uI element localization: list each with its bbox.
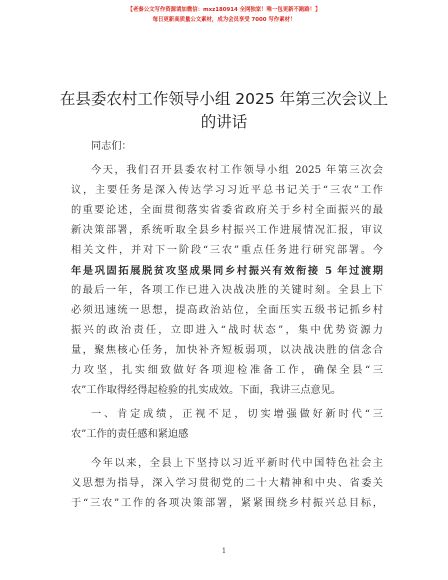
body-line: 于“三农”工作的各项决策部署，紧紧围绕乡村振兴总目标， (71, 498, 383, 509)
body-line: 必须迅速统一思想，提高政治站位，全面压实五级书记抓乡村 (71, 305, 383, 316)
promo-banner-line2: 每日更新高质量公文素材，成为会员享受 7000 写作素材！ (152, 17, 296, 23)
document-title-line1: 在县委农村工作领导小组 2025 年第三次会议上 (59, 90, 389, 108)
body-line: 新决策部署，系统听取全县乡村振兴工作进展情况汇报，审议 (71, 225, 383, 236)
body-line: 农”工作取得经得起检验的扎实成效。下面，我讲三点意见。 (71, 385, 342, 396)
body-line: 的重要论述，全面贯彻落实省委省政府关于乡村全面振兴的最 (71, 205, 383, 216)
body-line: 的最后一年，各项工作已进入决战决胜的关键时刻。全县上下 (71, 285, 383, 296)
section-heading-line1: 一、肯定成绩，正视不足，切实增强做好新时代“三 (91, 409, 383, 420)
body-line: 年是巩固拓展脱贫攻坚成果同乡村振兴有效衔接 5 年过渡期 (71, 265, 383, 277)
body-line: 议，主要任务是深入传达学习习近平总书记关于“三农”工作 (71, 185, 383, 196)
body-line: 力攻坚，扎实细致做好各项迎检准备工作，确保全县“三 (71, 365, 383, 376)
body-line: 振兴的政治责任，立即进入“战时状态”，集中优势资源力 (71, 325, 383, 336)
salutation: 同志们： (91, 141, 132, 152)
body-line: 今天，我们召开县委农村工作领导小组 2025 年第三次会 (91, 165, 383, 176)
body-line: 量，聚焦核心任务，加快补齐短板弱项，以决战决胜的信念合 (71, 345, 383, 356)
promo-banner-line1: 【老秦公文写作资源请加微信：mxz180914 全网独家！唯一包更新不跑路！】 (127, 7, 321, 13)
document-title-line2: 的讲话 (200, 113, 248, 131)
body-line: 相关文件，并对下一阶段“三农”重点任务进行研究部署。今 (71, 245, 383, 256)
body-line: 今年以来，全县上下坚持以习近平新时代中国特色社会主 (91, 458, 383, 469)
body-line: 义思想为指导，深入学习贯彻党的二十大精神和中央、省委关 (71, 478, 383, 489)
section-heading-line2: 农”工作的责任感和紧迫感 (71, 429, 189, 440)
page-number: 1 (221, 547, 227, 555)
